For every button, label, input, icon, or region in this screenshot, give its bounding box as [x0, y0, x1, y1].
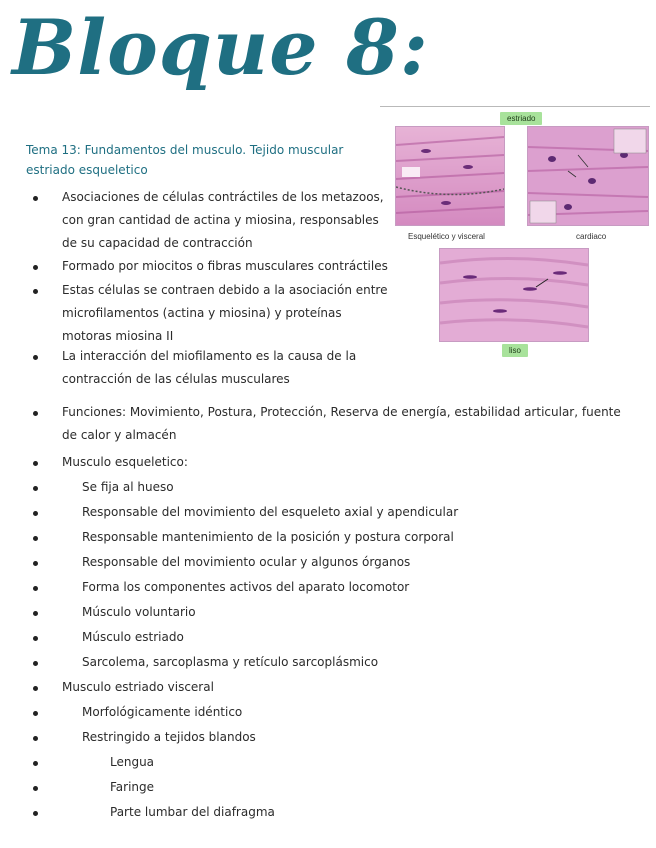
page-title: Bloque 8:: [12, 3, 429, 92]
bullet-text: Forma los componentes activos del aparato locomotor: [82, 580, 410, 594]
bullet-text: Faringe: [110, 780, 155, 794]
title-divider: [380, 106, 650, 107]
bullet-text: Músculo estriado: [82, 630, 184, 644]
bullet-text: Responsable mantenimiento de la posición y postura corporal: [82, 530, 454, 544]
bullet-dot: [33, 486, 38, 491]
micrograph-skeletal: [395, 126, 505, 226]
bullet-dot: [33, 786, 38, 791]
bullet-text: Sarcolema, sarcoplasma y retículo sarcoplásmico: [82, 655, 379, 669]
bullet-dot: [33, 686, 38, 691]
bullet-text: Funciones: Movimiento, Postura, Protección, Reserva de energía, estabilidad articular, fuente de calor y almacén: [62, 405, 621, 442]
bullet-dot: [33, 661, 38, 666]
bullet-dot: [33, 761, 38, 766]
tag-estriado: estriado: [500, 112, 542, 125]
bullet-dot: [33, 196, 38, 201]
bullet-dot: [33, 511, 38, 516]
bullet-dot: [33, 586, 38, 591]
bullet-text: Musculo estriado visceral: [62, 680, 214, 694]
bullet-dot: [33, 736, 38, 741]
bullet-text: Asociaciones de células contráctiles de los metazoos, con gran cantidad de actina y miosina, responsables de su capacidad de contracción: [62, 190, 384, 250]
bullet-text: Responsable del movimiento del esqueleto axial y apendicular: [82, 505, 459, 519]
bullet-text: Lengua: [110, 755, 155, 769]
bullet-dot: [33, 611, 38, 616]
bullet-dot: [33, 536, 38, 541]
bullet-text: La interacción del miofilamento es la causa de la contracción de las células musculares: [62, 349, 357, 386]
bullet-dot: [33, 355, 38, 360]
bullet-dot: [33, 711, 38, 716]
bullet-dot: [33, 811, 38, 816]
bullet-text: Se fija al hueso: [82, 480, 174, 494]
topic-heading: Tema 13: Fundamentos del musculo. Tejido muscular estriado esqueletico: [26, 143, 344, 177]
caption-skeletal: Esquelético y visceral: [408, 232, 485, 241]
bullet-dot: [33, 561, 38, 566]
bullet-text: Musculo esqueletico:: [62, 455, 188, 469]
bullet-dot: [33, 411, 38, 416]
micrograph-smooth: [439, 248, 589, 342]
bullet-text: Morfológicamente idéntico: [82, 705, 243, 719]
bullet-text: Restringido a tejidos blandos: [82, 730, 256, 744]
bullet-text: Músculo voluntario: [82, 605, 196, 619]
bullet-dot: [33, 265, 38, 270]
tag-liso: liso: [502, 344, 528, 357]
bullet-text: Responsable del movimiento ocular y algunos órganos: [82, 555, 411, 569]
micrograph-cardiac: [527, 126, 649, 226]
bullet-text: Parte lumbar del diafragma: [110, 805, 275, 819]
bullet-text: Estas células se contraen debido a la asociación entre microfilamentos (actina y miosina) y proteínas motoras miosina II: [62, 283, 388, 343]
bullet-dot: [33, 636, 38, 641]
caption-cardiac: cardiaco: [576, 232, 607, 241]
bullet-dot: [33, 289, 38, 294]
bullet-text: Formado por miocitos o fibras musculares contráctiles: [62, 259, 388, 273]
bullet-dot: [33, 461, 38, 466]
